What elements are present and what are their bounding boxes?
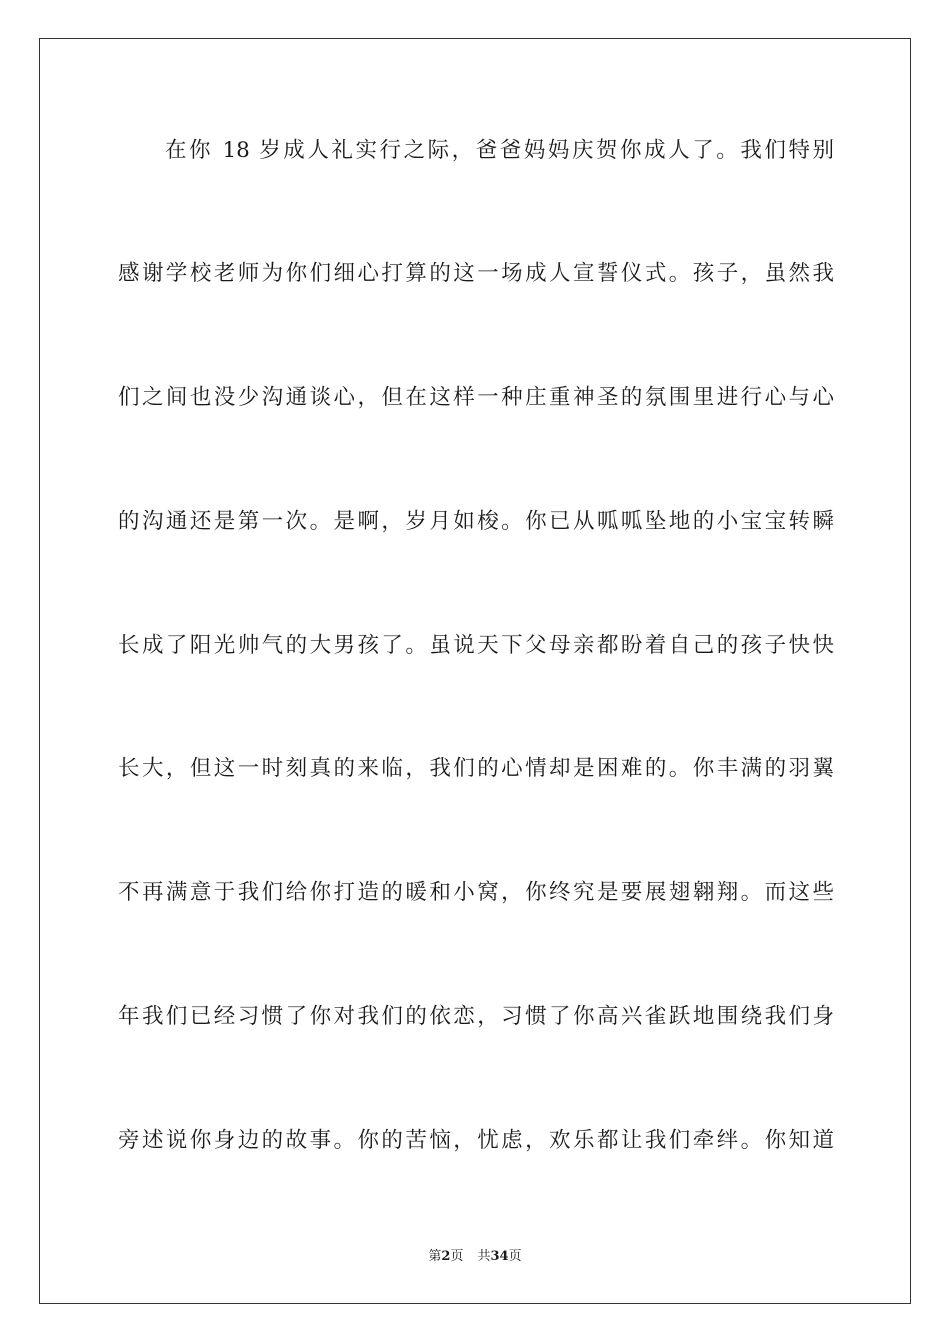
page-prefix: 第 — [428, 1249, 442, 1264]
page-suffix: 页 — [450, 1249, 464, 1264]
page-footer — [0, 1248, 950, 1266]
total-pages: 34 — [490, 1249, 509, 1264]
total-suffix: 页 — [508, 1249, 522, 1264]
page-number: 2 — [441, 1249, 451, 1264]
paragraph-line-3: 们之间也没少沟通谈心，但在这样一种庄重神圣的氛围里进行心与心 — [118, 385, 834, 410]
paragraph-line-2: 感谢学校老师为你们细心打算的这一场成人宣誓仪式。孩子，虽然我 — [118, 261, 834, 286]
paragraph-line-7: 不再满意于我们给你打造的暖和小窝，你终究是要展翅翱翔。而这些 — [118, 880, 834, 905]
page-border — [39, 38, 911, 1304]
paragraph-line-5: 长成了阳光帅气的大男孩了。虽说天下父母亲都盼着自己的孩子快快 — [118, 633, 834, 658]
paragraph-line-4: 的沟通还是第一次。是啊，岁月如梭。你已从呱呱坠地的小宝宝转瞬 — [118, 509, 834, 534]
paragraph-line-6: 长大，但这一时刻真的来临，我们的心情却是困难的。你丰满的羽翼 — [118, 756, 834, 781]
total-prefix: 共 — [477, 1249, 491, 1264]
paragraph-line-9: 旁述说你身边的故事。你的苦恼，忧虑，欢乐都让我们牵绊。你知道 — [118, 1128, 834, 1153]
paragraph-line-8: 年我们已经习惯了你对我们的依恋，习惯了你高兴雀跃地围绕我们身 — [118, 1004, 834, 1029]
paragraph-line-1: 在你 18 岁成人礼实行之际，爸爸妈妈庆贺你成人了。我们特别 — [165, 138, 834, 163]
